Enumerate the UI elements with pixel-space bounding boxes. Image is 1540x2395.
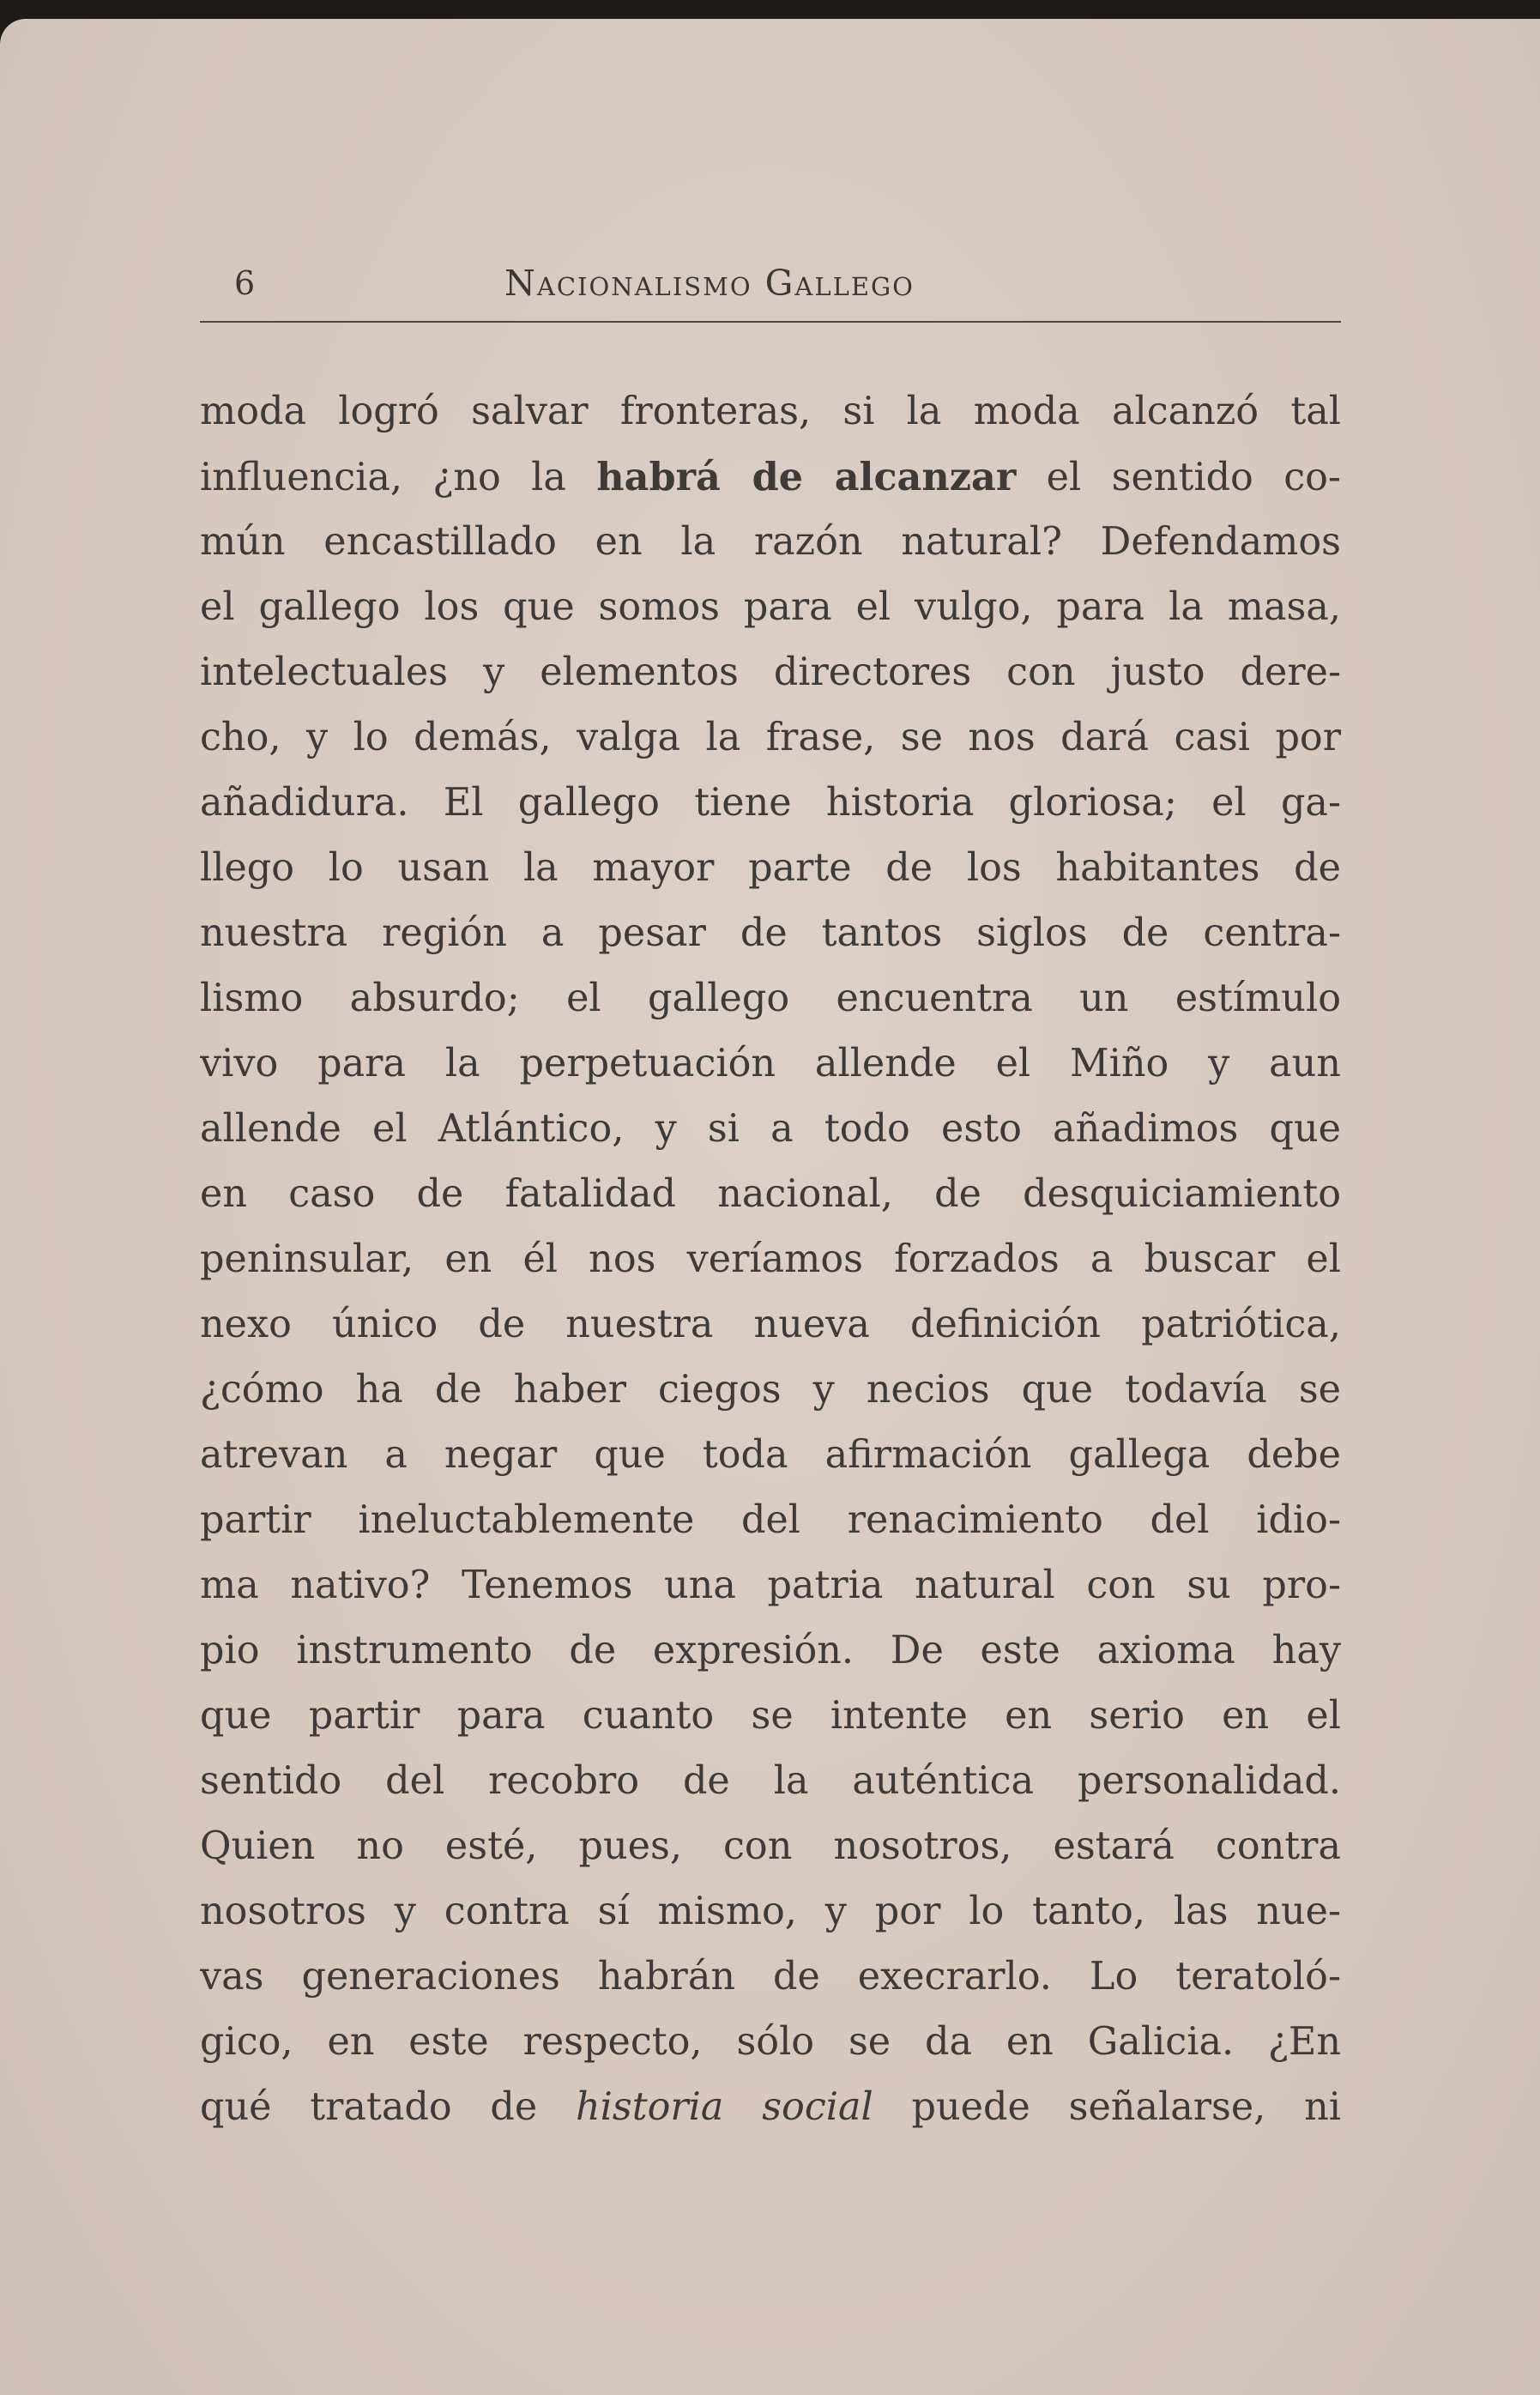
text-line	[200, 2075, 1341, 2140]
text-line: llego lo usan la mayor parte de los habitantes de	[200, 846, 1341, 890]
text-line: nosotros y contra sí mismo, y por lo tanto, las nue-	[200, 1890, 1341, 1933]
text-segment: puede señalarse, ni	[873, 2085, 1341, 2129]
text-segment: influencia, ¿no la	[200, 456, 597, 499]
bold-text-segment: habrá de alcanzar	[596, 455, 1017, 499]
text-line: intelectuales y elementos directores con justo dere-	[200, 650, 1341, 694]
page-header	[200, 244, 1341, 323]
text-line: peninsular, en él nos veríamos forzados a buscar el	[200, 1237, 1341, 1281]
running-head: Nacionalismo Gallego	[504, 263, 915, 304]
text-line: añadidura. El gallego tiene historia gloriosa; el ga-	[200, 781, 1341, 825]
text-line: partir ineluctablemente del renacimiento del idio-	[200, 1498, 1341, 1542]
text-line: Quien no esté, pues, con nosotros, estará contra	[200, 1824, 1341, 1868]
page-number: 6	[234, 264, 257, 302]
text-line: sentido del recobro de la auténtica personalidad.	[200, 1759, 1341, 1803]
text-line: ma nativo? Tenemos una patria natural con su pro-	[200, 1563, 1341, 1607]
text-line: gico, en este respecto, sólo se da en Galicia. ¿En	[200, 2020, 1341, 2064]
body-text	[200, 379, 1341, 2140]
text-line: mún encastillado en la razón natural? Defendamos	[200, 520, 1341, 564]
text-line	[200, 445, 1341, 510]
text-segment: el sentido co-	[1016, 456, 1341, 499]
text-line: atrevan a negar que toda afirmación gallega debe	[200, 1433, 1341, 1477]
text-line: allende el Atlántico, y si a todo esto añadimos que	[200, 1107, 1341, 1151]
text-line: ¿cómo ha de haber ciegos y necios que todavía se	[200, 1368, 1341, 1412]
text-line: en caso de fatalidad nacional, de desquiciamiento	[200, 1172, 1341, 1216]
text-line: que partir para cuanto se intente en serio en el	[200, 1694, 1341, 1738]
book-page	[0, 19, 1540, 2395]
text-line: vivo para la perpetuación allende el Miño y aun	[200, 1042, 1341, 1086]
text-line: cho, y lo demás, valga la frase, se nos dará casi por	[200, 716, 1341, 759]
text-line: nuestra región a pesar de tantos siglos de centra-	[200, 911, 1341, 955]
text-line: moda logró salvar fronteras, si la moda alcanzó tal	[200, 390, 1341, 433]
text-line: el gallego los que somos para el vulgo, para la masa,	[200, 585, 1341, 629]
text-line: nexo único de nuestra nueva definición patriótica,	[200, 1303, 1341, 1346]
text-line: pio instrumento de expresión. De este axioma hay	[200, 1629, 1341, 1672]
text-segment: qué tratado de	[200, 2085, 576, 2129]
text-line: lismo absurdo; el gallego encuentra un estímulo	[200, 977, 1341, 1020]
text-line: vas generaciones habrán de execrarlo. Lo teratoló-	[200, 1955, 1341, 1999]
italic-text-segment: historia social	[576, 2085, 873, 2129]
